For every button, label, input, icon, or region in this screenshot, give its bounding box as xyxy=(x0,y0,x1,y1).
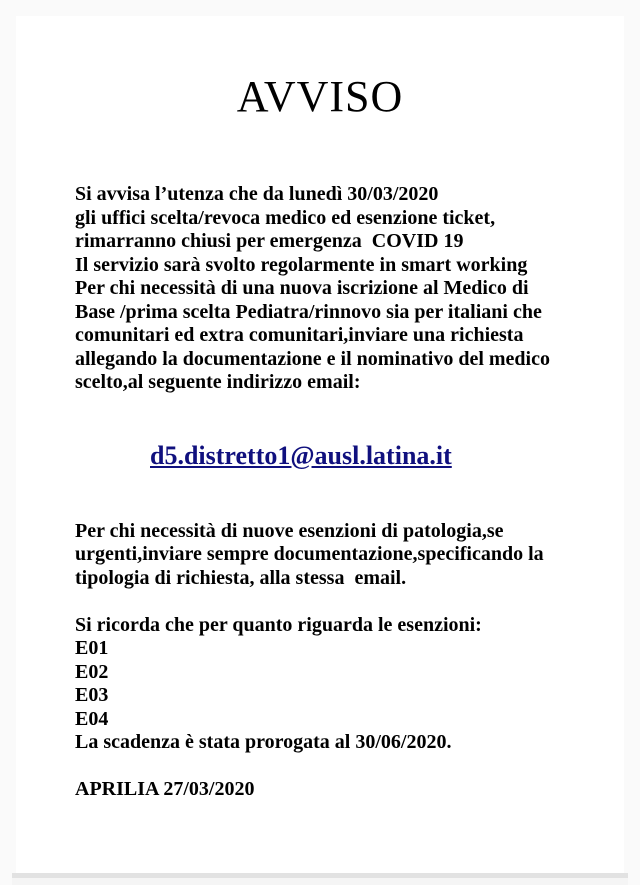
text-line: Il servizio sarà svolto regolarmente in smart working xyxy=(75,253,528,276)
text-line: tipologia di richiesta, alla stessa email. xyxy=(75,566,407,589)
exemption-code-line: E02 xyxy=(75,660,109,683)
text-line: Si avvisa l’utenza che da lunedì 30/03/2020 xyxy=(75,183,439,205)
email-link[interactable]: d5.distretto1@ausl.latina.it xyxy=(150,440,452,470)
text-line: allegando la documentazione e il nominativo del medico xyxy=(75,347,550,370)
footer-paragraph xyxy=(75,778,576,802)
text-line: Per chi necessità di una nuova iscrizione al Medico di xyxy=(75,277,529,299)
notice-body xyxy=(16,183,624,801)
email-paragraph xyxy=(150,440,576,471)
page-title: AVVISO xyxy=(236,72,404,121)
exemption-code-line: E03 xyxy=(75,684,109,706)
text-line: scelto,al seguente indirizzo email: xyxy=(75,371,361,393)
text-line: Base /prima scelta Pediatra/rinnovo sia per italiani che xyxy=(75,300,542,323)
text-line: rimarranno chiusi per emergenza COVID 19 xyxy=(75,230,464,252)
text-line: La scadenza è stata prorogata al 30/06/2020. xyxy=(75,731,452,753)
text-line: Si ricorda che per quanto riguarda le esenzioni: xyxy=(75,613,482,636)
text-line: comunitari ed extra comunitari,inviare una richiesta xyxy=(75,324,524,346)
inter-page-gap xyxy=(12,878,628,885)
exemptions-paragraph xyxy=(75,520,576,591)
intro-paragraph xyxy=(75,183,576,395)
text-line: urgenti,inviare sempre documentazione,specificando la xyxy=(75,543,544,565)
reminder-paragraph xyxy=(75,614,576,755)
notice-page xyxy=(16,16,624,873)
exemption-code-line: E04 xyxy=(75,707,109,730)
place-date-line: APRILIA 27/03/2020 xyxy=(75,777,255,800)
exemption-code-line: E01 xyxy=(75,637,109,659)
text-line: Per chi necessità di nuove esenzioni di patologia,se xyxy=(75,519,504,542)
text-line: gli uffici scelta/revoca medico ed esenzione ticket, xyxy=(75,206,496,229)
